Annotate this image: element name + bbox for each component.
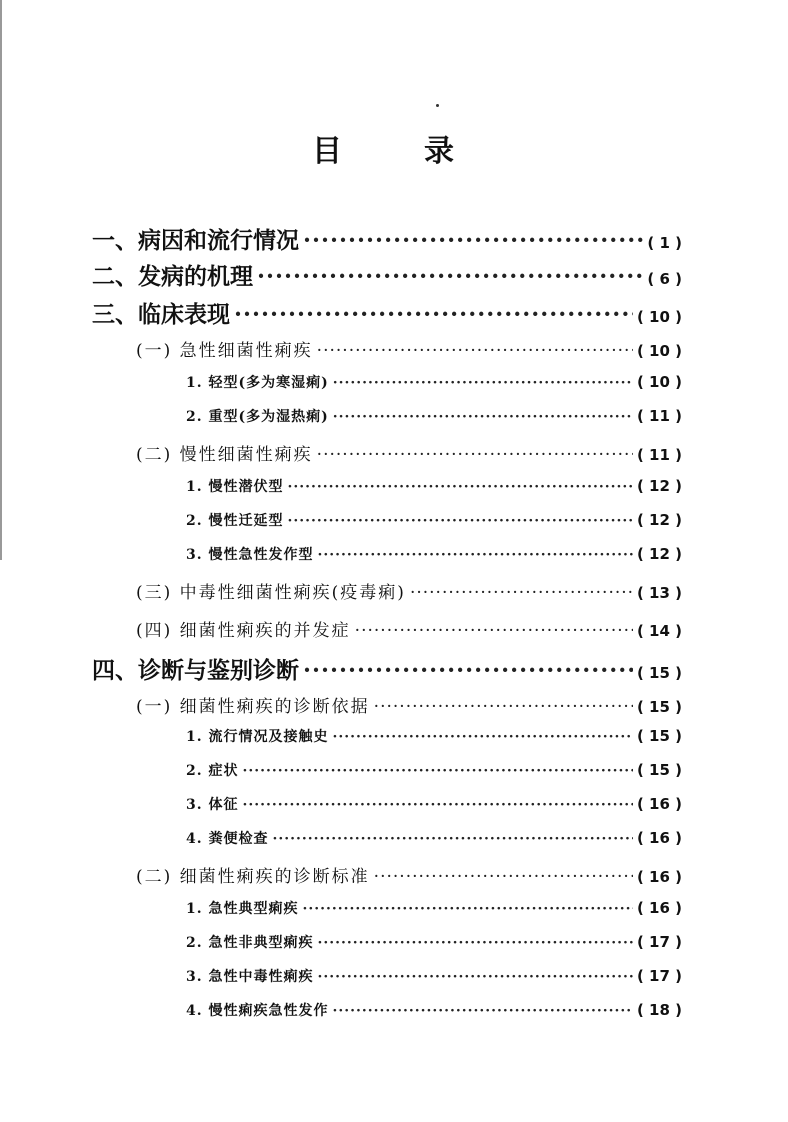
toc-entry [186,726,682,746]
toc-entry-page-number: ( 15 ) [636,664,682,682]
toc-entry-label: 2. 慢性迁延型 [186,513,284,529]
toc-entry [186,966,682,986]
toc-entry-page-number: ( 12 ) [636,477,682,495]
toc-entry-page-number: ( 6 ) [647,270,682,288]
toc-entry-page-number: ( 18 ) [636,1001,682,1019]
toc-entry [136,336,682,361]
toc-entry [186,794,682,814]
toc-entry-label: (一) 急性细菌性痢疾 [136,341,313,361]
toc-entry [136,862,682,887]
toc-entry-label: 1. 慢性潜伏型 [186,479,284,495]
toc-entry-page-number: ( 15 ) [636,761,682,779]
toc-entry-label: (二) 慢性细菌性痢疾 [136,445,313,465]
toc-entry [186,510,682,530]
toc-entry [136,616,682,641]
toc-leader-dots [410,583,633,603]
toc-leader-dots [257,263,643,290]
toc-leader-dots [303,657,633,684]
toc-entry-label: (二) 细菌性痢疾的诊断标准 [136,867,370,887]
toc-entry-label: 2. 急性非典型痢疾 [186,935,314,951]
toc-leader-dots [333,729,633,745]
toc-entry-label: 一、病因和流行情况 [92,227,299,254]
toc-entry-page-number: ( 16 ) [636,829,682,847]
toc-leader-dots [234,301,633,328]
toc-leader-dots [273,831,633,847]
toc-entry-label: 2. 重型(多为湿热痢) [186,409,329,425]
toc-entry-label: 二、发病的机理 [92,263,253,290]
toc-entry [92,296,682,329]
toc-leader-dots [243,797,633,813]
toc-entry-label: 1. 轻型(多为寒湿痢) [186,375,329,391]
toc-entry-page-number: ( 1 ) [647,234,682,252]
toc-entry-page-number: ( 16 ) [636,795,682,813]
toc-entry-label: 1. 急性典型痢疾 [186,901,299,917]
toc-entry-page-number: ( 10 ) [636,308,682,326]
toc-entry-label: 四、诊断与鉴别诊断 [92,657,299,684]
toc-entry [186,476,682,496]
toc-leader-dots [333,409,633,425]
toc-leader-dots [288,479,633,495]
toc-entry [136,578,682,603]
toc-entry-label: (四) 细菌性痢疾的并发症 [136,621,351,641]
toc-leader-dots [303,901,633,917]
toc-entry-page-number: ( 10 ) [636,373,682,391]
toc-leader-dots [243,763,633,779]
toc-leader-dots [374,697,633,717]
toc-entry-label: 1. 流行情况及接触史 [186,729,329,745]
toc-entry-page-number: ( 16 ) [636,868,682,886]
toc-entry-page-number: ( 12 ) [636,511,682,529]
toc-leader-dots [333,1003,633,1019]
toc-entry [92,258,682,291]
toc-entry [186,1000,682,1020]
toc-entry [186,898,682,918]
toc-entry [92,652,682,685]
toc-entry-page-number: ( 14 ) [636,622,682,640]
toc-entry-label: 3. 体征 [186,797,239,813]
page-title-char-2: 录 [424,134,454,169]
toc-entry-page-number: ( 16 ) [636,899,682,917]
toc-entry [186,406,682,426]
toc-entry-page-number: ( 12 ) [636,545,682,563]
toc-entry-page-number: ( 10 ) [636,342,682,360]
toc-entry-label: 三、临床表现 [92,301,230,328]
toc-entry [186,828,682,848]
toc-leader-dots [288,513,633,529]
toc-leader-dots [303,227,643,254]
toc-entry [186,544,682,564]
toc-entry [186,760,682,780]
toc-entry-page-number: ( 17 ) [636,967,682,985]
page-title-char-1: 目 [312,134,342,169]
toc-entry-page-number: ( 17 ) [636,933,682,951]
toc-leader-dots [318,547,633,563]
toc-entry [186,372,682,392]
toc-entry-page-number: ( 11 ) [636,407,682,425]
toc-entry-label: 2. 症状 [186,763,239,779]
toc-entry [136,440,682,465]
toc-leader-dots [317,341,633,361]
toc-entry [186,932,682,952]
toc-entry [92,222,682,255]
toc-leader-dots [374,867,633,887]
toc-entry-page-number: ( 15 ) [636,727,682,745]
toc-entry-page-number: ( 11 ) [636,446,682,464]
toc-entry-label: (三) 中毒性细菌性痢疾(疫毒痢) [136,583,406,603]
toc-entry-label: (一) 细菌性痢疾的诊断依据 [136,697,370,717]
toc-entry-page-number: ( 13 ) [636,584,682,602]
toc-leader-dots [333,375,633,391]
toc-entry [136,692,682,717]
toc-entry-label: 4. 慢性痢疾急性发作 [186,1003,329,1019]
toc-leader-dots [318,969,633,985]
toc-entry-label: 3. 慢性急性发作型 [186,547,314,563]
toc-leader-dots [318,935,633,951]
toc-entry-label: 4. 粪便检查 [186,831,269,847]
toc-entry-page-number: ( 15 ) [636,698,682,716]
toc-leader-dots [355,621,633,641]
toc-leader-dots [317,445,633,465]
toc-entry-label: 3. 急性中毒性痢疾 [186,969,314,985]
